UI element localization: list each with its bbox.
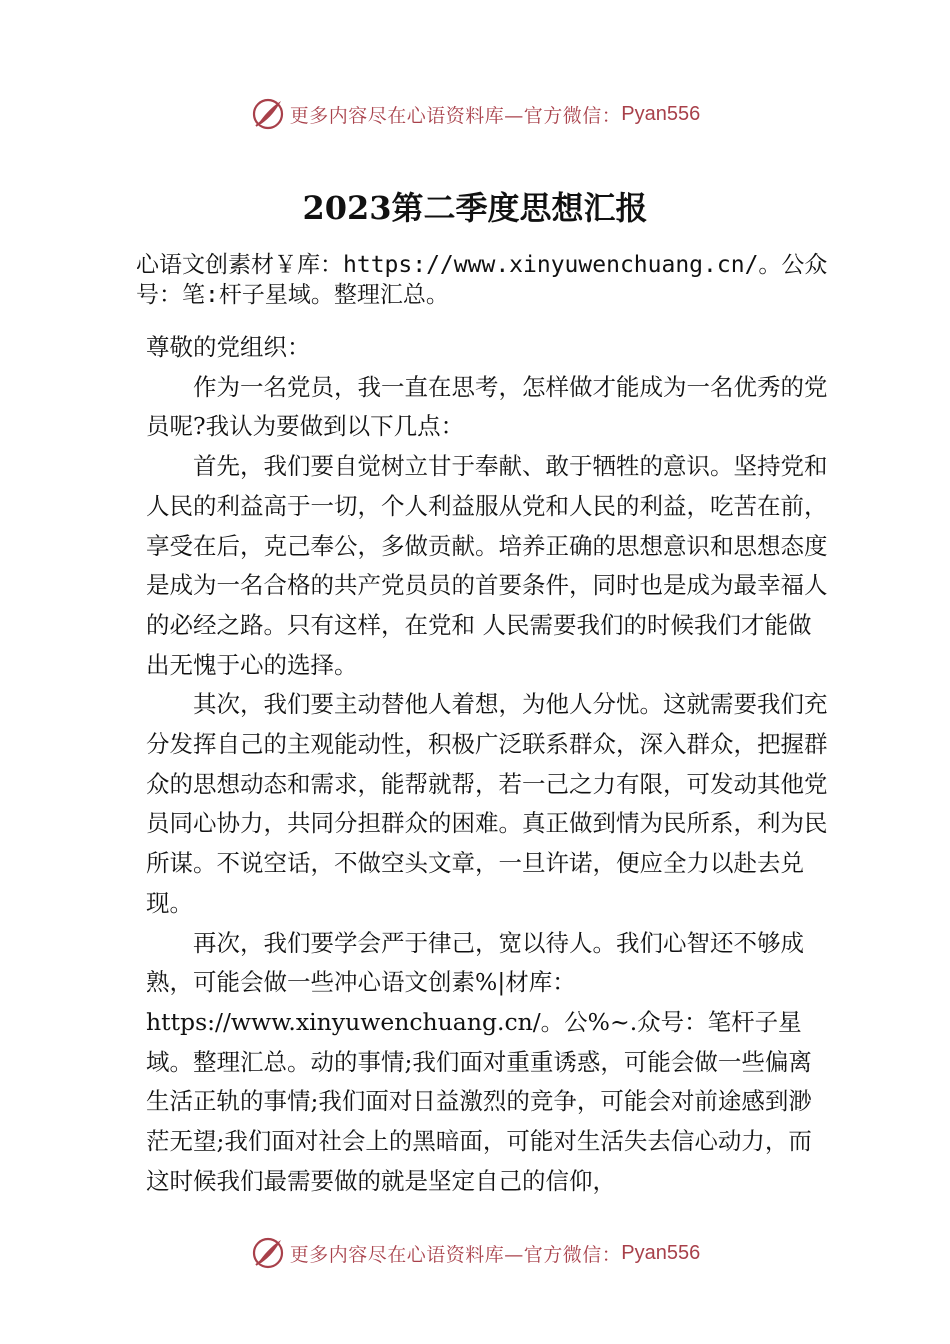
footer-watermark-banner	[0, 1233, 950, 1273]
banner-wechat-id: Pyan556	[621, 102, 701, 125]
document-body	[146, 328, 830, 1201]
banner-text: 更多内容尽在心语资料库—官方微信：	[289, 1243, 622, 1266]
banner-text: 更多内容尽在心语资料库—官方微信：	[289, 104, 622, 127]
paragraph-4: 再次，我们要学会严于律己，宽以待人。我们心智还不够成熟，可能会做一些冲心语文创素%|材库：https://www.xinyuwenchuang.cn/。公%~.众号：笔杆子星域。整理汇总。动的事情;我们面对重重诱惑，可能会做一些偏离生活正轨的事情;我们面对日益激烈的竞争，可能会对前途感到渺茫无望;我们面对社会上的黑暗面，可能对生活失去信心动力，而这时候我们最需要做的就是坚定自己的信仰，	[146, 928, 812, 1195]
quill-logo-icon	[250, 1235, 286, 1271]
banner-wechat-id: Pyan556	[621, 1241, 701, 1264]
paragraph-1: 作为一名党员，我一直在思考，怎样做才能成为一名优秀的党员呢?我认为要做到以下几点：	[146, 372, 828, 441]
paragraph-2: 首先，我们要自觉树立甘于奉献、敢于牺牲的意识。坚持党和人民的利益高于一切，个人利益服从党和人民的利益，吃苦在前，享受在后，克己奉公，多做贡献。培养正确的思想意识和思想态度是成为一名合格的共产党员员的首要条件，同时也是成为最幸福人的必经之路。只有这样，在党和 人民需要我们的时候我们才能做出无愧于心的选择。	[146, 452, 828, 679]
paragraph-3: 其次，我们要主动替他人着想，为他人分忧。这就需要我们充分发挥自己的主观能动性，积极广泛联系群众，深入群众，把握群众的思想动态和需求，能帮就帮，若一己之力有限，可发动其他党员同心协力，共同分担群众的困难。真正做到情为民所系，利为民所谋。不说空话，不做空头文章，一旦许诺，便应全力以赴去兑现。	[146, 690, 828, 917]
salutation: 尊敬的党组织：	[146, 333, 311, 361]
source-line: 心语文创素材￥库：https://www.xinyuwenchuang.cn/。公众号：笔:杆子星域。整理汇总。	[136, 252, 828, 308]
document-title: 2023第二季度思想汇报	[302, 189, 648, 227]
quill-logo-icon	[250, 96, 286, 132]
header-watermark-banner	[0, 94, 950, 134]
